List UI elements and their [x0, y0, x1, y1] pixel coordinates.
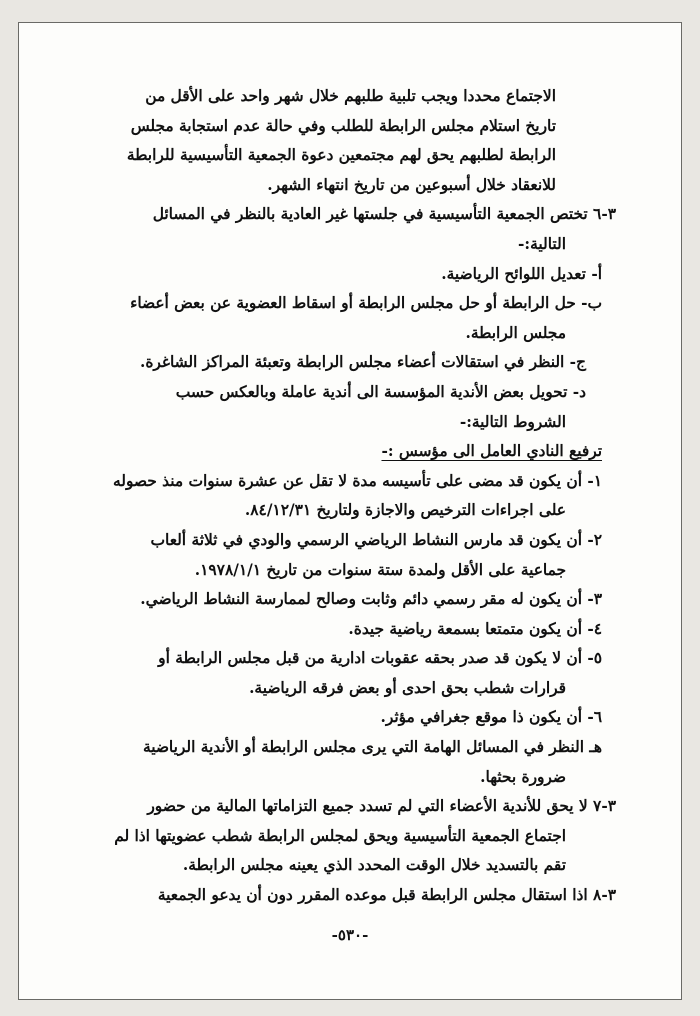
text-line: ٤- أن يكون متمتعا بسمعة رياضية جيدة.	[348, 619, 602, 638]
text-line: ٥- أن لا يكون قد صدر بحقه عقوبات ادارية من قبل مجلس الرابطة أو	[158, 649, 602, 668]
document-body	[56, 82, 616, 911]
text-line: أ- تعديل اللوائح الرياضية.	[441, 264, 602, 283]
page-number: -٥٣٠-	[331, 926, 369, 944]
text-line: ٦- أن يكون ذا موقع جغرافي مؤثر.	[380, 708, 602, 727]
text-line: مجلس الرابطة.	[465, 323, 566, 342]
text-line: الشروط التالية:-	[459, 412, 566, 431]
text-line: ٣-٨ اذا استقال مجلس الرابطة قبل موعده المقرر دون أن يدعو الجمعية	[157, 886, 616, 905]
text-line: قرارات شطب بحق احدى أو بعض فرقه الرياضية.	[249, 678, 566, 697]
text-line: تاريخ استلام مجلس الرابطة للطلب وفي حالة عدم استجابة مجلس	[130, 116, 556, 135]
text-line: الاجتماع محددا ويجب تلبية طلبهم خلال شهر واحد على الأقل من	[145, 87, 556, 105]
text-line: ضرورة بحثها.	[480, 767, 566, 786]
text-line: على اجراءات الترخيص والاجازة ولتاريخ ٨٤/١٢/٣١.	[244, 501, 566, 520]
text-line: للانعقاد خلال أسبوعين من تاريخ انتهاء الشهر.	[267, 175, 556, 194]
text-line: ٣- أن يكون له مقر رسمي دائم وثابت وصالح لممارسة النشاط الرياضي.	[140, 590, 602, 609]
text-line: الرابطة لطلبهم يحق لهم مجتمعين دعوة الجمعية التأسيسية للرابطة	[126, 146, 556, 165]
section-heading: ترفيع النادي العامل الى مؤسس :-	[381, 442, 602, 461]
text-line: ٢- أن يكون قد مارس النشاط الرياضي الرسمي والودي في ثلاثة ألعاب	[150, 530, 602, 549]
text-line: ج- النظر في استقالات أعضاء مجلس الرابطة وتعبئة المراكز الشاغرة.	[139, 353, 586, 372]
text-line: ب- حل الرابطة أو حل مجلس الرابطة أو اسقاط العضوية عن بعض أعضاء	[130, 294, 602, 313]
text-line: اجتماع الجمعية التأسيسية ويحق لمجلس الرابطة شطب عضويتها اذا لم	[114, 826, 566, 845]
text-line: د- تحويل بعض الأندية المؤسسة الى أندية عاملة وبالعكس حسب	[175, 382, 586, 401]
text-line: تقم بالتسديد خلال الوقت المحدد الذي يعينه مجلس الرابطة.	[182, 856, 566, 875]
text-line: هـ النظر في المسائل الهامة التي يرى مجلس الرابطة أو الأندية الرياضية	[142, 738, 602, 757]
text-line: ١- أن يكون قد مضى على تأسيسه مدة لا تقل عن عشرة سنوات منذ حصوله	[113, 471, 602, 490]
text-line: ٣-٦ تختص الجمعية التأسيسية في جلستها غير العادية بالنظر في المسائل	[152, 205, 616, 224]
text-line: جماعية على الأقل ولمدة ستة سنوات من تاريخ ١٩٧٨/١/١.	[194, 560, 566, 579]
text-line: ٣-٧ لا يحق للأندية الأعضاء التي لم تسدد جميع التزاماتها المالية من حضور	[147, 797, 616, 816]
text-line: التالية:-	[518, 234, 566, 253]
